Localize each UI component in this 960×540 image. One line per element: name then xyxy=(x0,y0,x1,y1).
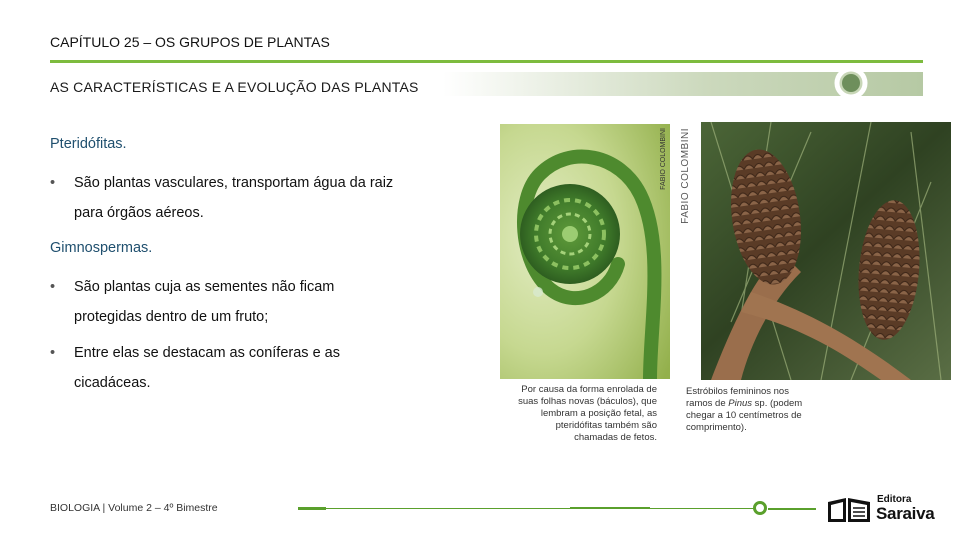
caption-line: Por causa da forma enrolada de xyxy=(521,384,657,395)
book-logo-icon xyxy=(826,496,872,524)
footer-line xyxy=(326,508,756,509)
section-subtitle: AS CARACTERÍSTICAS E A EVOLUÇÃO DAS PLANTAS xyxy=(50,79,419,95)
list-item-line: protegidas dentro de um fruto; xyxy=(74,309,269,325)
caption-line: chegar a 10 centímetros de xyxy=(686,410,802,421)
footer-text: BIOLOGIA | Volume 2 – 4º Bimestre xyxy=(50,502,218,514)
footer-line xyxy=(570,507,650,509)
list-item-line: Entre elas se destacam as coníferas e as xyxy=(74,345,340,361)
bullet-icon: • xyxy=(50,175,56,191)
logo-text-editora: Editora xyxy=(877,494,912,505)
list-item-line: para órgãos aéreos. xyxy=(74,205,204,221)
list-item-line: São plantas cuja as sementes não ficam xyxy=(74,279,335,295)
bullet-icon: • xyxy=(50,279,56,295)
pine-cones-photo xyxy=(671,122,951,380)
caption-line xyxy=(686,398,876,410)
header-divider xyxy=(50,60,923,63)
caption-line: lembram a posição fetal, as xyxy=(540,408,657,419)
list-item xyxy=(50,168,450,228)
caption-line: comprimento). xyxy=(686,422,747,433)
fern-caption xyxy=(500,384,657,444)
caption-text: sp. (podem xyxy=(752,398,803,409)
list-item-line: São plantas vasculares, transportam água da raiz xyxy=(74,175,394,191)
list-item-line: cicadáceas. xyxy=(74,375,151,391)
gimnospermas-heading: Gimnospermas. xyxy=(50,240,153,256)
pine-caption xyxy=(686,386,876,434)
logo-text-saraiva: Saraiva xyxy=(876,504,935,523)
ring-ornament-icon xyxy=(832,66,870,100)
caption-line: chamadas de fetos. xyxy=(574,432,657,443)
list-item xyxy=(50,272,450,332)
list-item xyxy=(50,338,450,398)
fern-fiddlehead-photo xyxy=(500,124,670,379)
footer-line xyxy=(768,508,816,510)
caption-line: Estróbilos femininos nos xyxy=(686,386,789,397)
photo-credit-large: FABIO COLOMBINI xyxy=(680,128,691,224)
caption-line: pteridófitas também são xyxy=(555,420,657,431)
bullet-icon: • xyxy=(50,345,56,361)
caption-line: suas folhas novas (báculos), que xyxy=(518,396,657,407)
footer-line xyxy=(298,507,326,510)
pteridofitas-heading: Pteridófitas. xyxy=(50,136,127,152)
caption-genus: Pinus xyxy=(728,398,753,409)
chapter-title: CAPÍTULO 25 – OS GRUPOS DE PLANTAS xyxy=(50,34,330,50)
photo-credit-small: FABIO COLOMBINI xyxy=(660,128,667,190)
footer-ring-icon xyxy=(753,501,767,515)
caption-text: ramos de xyxy=(686,398,729,409)
